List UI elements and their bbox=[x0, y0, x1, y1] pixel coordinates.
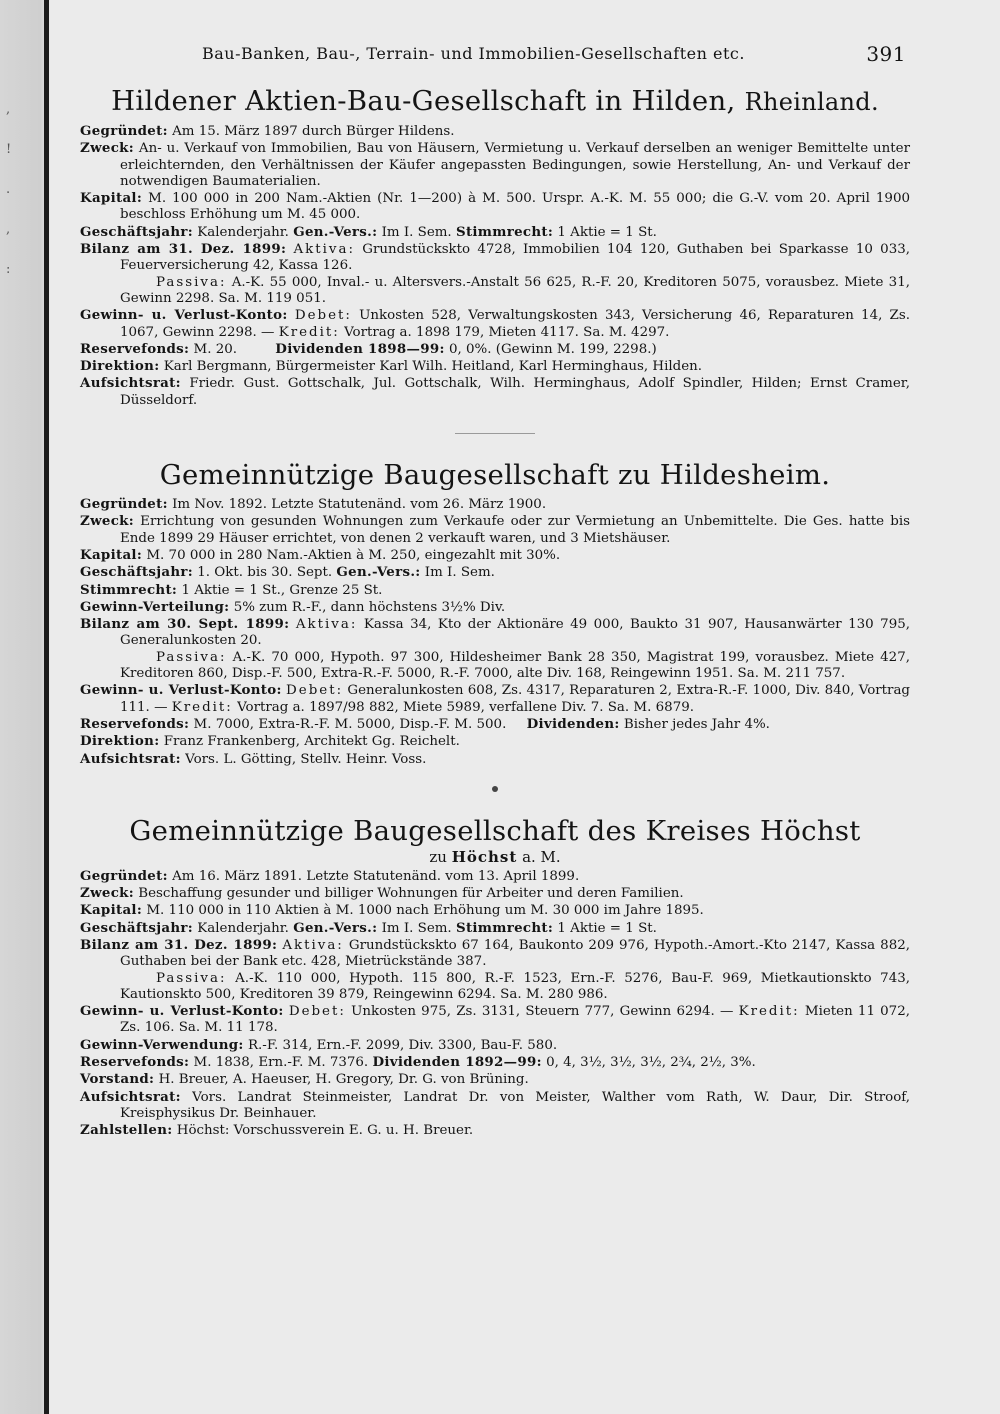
entry-label: Gewinn- u. Verlust-Konto: bbox=[80, 307, 288, 324]
entry-text: A.-K. 110 000, Hypoth. 115 800, R.-F. 1523, Ern.-F. 5276, Bau-F. 969, Mietkautionskto 743, Kautionskto 500, Kreditoren 39 879, Reingewinn 6294. Sa. M. 280 986. bbox=[120, 970, 910, 1002]
entry-label: Geschäftsjahr: bbox=[80, 564, 193, 581]
entry-label: Bilanz am 31. Dez. 1899: bbox=[80, 241, 287, 258]
entry-list bbox=[80, 496, 910, 768]
entry-text: Beschaffung gesunder und billiger Wohnungen für Arbeiter und deren Familien. bbox=[138, 886, 684, 902]
entry-zweck bbox=[80, 885, 910, 902]
entry-label: Gewinn- u. Verlust-Konto: bbox=[80, 1003, 284, 1020]
entry-sublabel: Debet: bbox=[286, 683, 344, 699]
entry-text: Kalenderjahr. bbox=[197, 224, 289, 240]
entry-text: Generalunkosten 608, Zs. 4317, Reparaturen 2, Extra-R.-F. 1000, Div. 840, Vortrag 111. — bbox=[120, 683, 911, 715]
entry-gewinn-verwendung bbox=[80, 1037, 910, 1054]
entry-gewinn-verteilung bbox=[80, 599, 910, 616]
entry-text: Vors. L. Götting, Stellv. Heinr. Voss. bbox=[185, 751, 427, 767]
entry-label: Geschäftsjahr: bbox=[80, 223, 193, 240]
entry-text: 1 Aktie = 1 St. bbox=[557, 224, 657, 240]
entry-label: Stimmrecht: bbox=[80, 581, 178, 598]
entry-text: M. 100 000 in 200 Nam.-Aktien (Nr. 1—200) à M. 500. Urspr. A.-K. M. 55 000; die G.-V. vom 20. April 1900 beschloss Erhöhung um M. 45 000. bbox=[120, 191, 910, 223]
entry-bilanz-aktiva bbox=[80, 616, 910, 650]
gutter-line bbox=[44, 0, 49, 1414]
company-section-hilden bbox=[80, 82, 910, 409]
entry-label: Reservefonds: bbox=[80, 715, 190, 732]
entry-sublabel: Debet: bbox=[288, 1004, 346, 1020]
entry-label: Gewinn-Verteilung: bbox=[80, 598, 230, 615]
entry-text: A.-K. 55 000, Inval.- u. Altersvers.-Anstalt 56 625, R.-F. 20, Kreditoren 5075, vorausbez. Miete 31, Gewinn 2298. Sa. M. 119 051. bbox=[120, 274, 910, 306]
entry-text: M. 70 000 in 280 Nam.-Aktien à M. 250, eingezahlt mit 30%. bbox=[146, 547, 561, 563]
entry-label: Gen.-Vers.: bbox=[293, 919, 378, 936]
entry-text: Vortrag a. 1898 179, Mieten 4117. Sa. M. 4297. bbox=[344, 324, 670, 340]
entry-sublabel: Kredit: bbox=[738, 1004, 800, 1020]
page bbox=[80, 40, 910, 1140]
entry-label: Stimmrecht: bbox=[455, 919, 554, 936]
entry-bilanz-passiva bbox=[80, 275, 910, 308]
subtitle-place: Höchst bbox=[451, 847, 518, 866]
entry-label: Reservefonds: bbox=[80, 340, 190, 357]
entry-text: 1. Okt. bis 30. Sept. bbox=[197, 565, 333, 581]
entry-text: Franz Frankenberg, Architekt Gg. Reichelt. bbox=[163, 734, 460, 750]
entry-label: Dividenden: bbox=[526, 715, 620, 732]
entry-reservefonds bbox=[80, 1054, 910, 1071]
section-divider bbox=[492, 786, 498, 792]
company-location: Rheinland. bbox=[744, 88, 879, 116]
entry-text: Karl Bergmann, Bürgermeister Karl Wilh. Heitland, Karl Herminghaus, Hilden. bbox=[163, 359, 703, 375]
entry-text: Höchst: Vorschussverein E. G. u. H. Breuer. bbox=[176, 1123, 474, 1139]
entry-text: Kalenderjahr. bbox=[197, 920, 289, 936]
entry-label: Zweck: bbox=[80, 513, 134, 530]
entry-text: Im I. Sem. bbox=[381, 224, 452, 240]
entry-sublabel: Aktiva: bbox=[282, 937, 344, 953]
entry-text: 5% zum R.-F., dann höchstens 3½% Div. bbox=[233, 599, 506, 615]
entry-sublabel: Kredit: bbox=[278, 324, 340, 340]
page-number: 391 bbox=[866, 42, 906, 66]
entry-label: Geschäftsjahr: bbox=[80, 919, 193, 936]
entry-label: Gegründet: bbox=[80, 496, 168, 513]
entry-label: Zweck: bbox=[80, 885, 134, 902]
company-section-hoechst bbox=[80, 812, 910, 1140]
entry-bilanz-aktiva bbox=[80, 937, 910, 971]
company-section-hildesheim bbox=[80, 456, 910, 768]
entry-kapital bbox=[80, 547, 910, 564]
company-title: Gemeinnützige Baugesellschaft zu Hildesheim. bbox=[159, 459, 831, 492]
entry-bilanz-passiva bbox=[80, 650, 910, 683]
entry-text: A.-K. 70 000, Hypoth. 97 300, Hildesheimer Bank 28 350, Magistrat 199, vorausbez. Miete 427, Kreditoren 860, Disp.-F. 500, Extra-R.-F. 5000, R.-F. 7000, alte Div. 168, Reingewinn 1951. Sa. M. 211 757. bbox=[120, 649, 910, 682]
entry-text: Im Nov. 1892. Letzte Statutenänd. vom 26. März 1900. bbox=[172, 497, 547, 513]
subtitle-text: a. M. bbox=[522, 847, 561, 866]
entry-bilanz-passiva bbox=[80, 971, 910, 1004]
entry-label: Dividenden 1892—99: bbox=[372, 1054, 542, 1071]
entry-direktion bbox=[80, 358, 910, 375]
entry-text: 0, 4, 3½, 3½, 3½, 2¾, 2½, 3%. bbox=[546, 1055, 756, 1071]
entry-zweck bbox=[80, 513, 910, 547]
entry-gegruendet bbox=[80, 868, 910, 885]
entry-text: Am 15. März 1897 durch Bürger Hildens. bbox=[172, 124, 455, 139]
entry-text: M. 7000, Extra-R.-F. M. 5000, Disp.-F. M. 500. bbox=[193, 716, 507, 732]
entry-sublabel: Aktiva: bbox=[295, 617, 358, 633]
entry-label: Zahlstellen: bbox=[80, 1122, 173, 1139]
entry-label: Kapital: bbox=[80, 190, 143, 207]
entry-label: Reservefonds: bbox=[80, 1054, 190, 1071]
entry-aufsichtsrat bbox=[80, 751, 910, 768]
entry-gegruendet bbox=[80, 496, 910, 513]
entry-text: Im I. Sem. bbox=[424, 565, 495, 581]
entry-label: Gegründet: bbox=[80, 867, 168, 884]
entry-text: H. Breuer, A. Haeuser, H. Gregory, Dr. G. von Brüning. bbox=[158, 1072, 529, 1088]
entry-label: Bilanz am 30. Sept. 1899: bbox=[80, 616, 290, 633]
entry-text: Am 16. März 1891. Letzte Statutenänd. vom 13. April 1899. bbox=[172, 868, 580, 884]
entry-zweck bbox=[80, 140, 910, 190]
entry-kapital bbox=[80, 902, 910, 919]
entry-sublabel: Passiva: bbox=[156, 274, 227, 290]
running-head bbox=[80, 40, 910, 70]
entry-label: Gegründet: bbox=[80, 123, 168, 139]
entry-reservefonds bbox=[80, 341, 910, 358]
entry-text: Friedr. Gust. Gottschalk, Jul. Gottschalk, Wilh. Herminghaus, Adolf Spindler, Hilden; Ernst Cramer, Düsseldorf. bbox=[120, 376, 910, 408]
entry-reservefonds bbox=[80, 716, 910, 733]
entry-label: Aufsichtsrat: bbox=[80, 1088, 181, 1105]
edge-mark: ! bbox=[6, 142, 12, 157]
entry-text: Bisher jedes Jahr 4%. bbox=[623, 716, 770, 732]
running-title: Bau-Banken, Bau-, Terrain- und Immobilien-Gesellschaften etc. bbox=[202, 44, 745, 63]
entry-text: Kassa 34, Kto der Aktionäre 49 000, Baukto 31 907, Hausanwärter 130 795, Generalunkosten 20. bbox=[120, 617, 910, 649]
entry-label: Kapital: bbox=[80, 546, 143, 563]
entry-label: Aufsichtsrat: bbox=[80, 750, 181, 767]
entry-text: Grundstückskto 4728, Immobilien 104 120, Guthaben bei Sparkasse 10 033, Feuerversicherung 42, Kassa 126. bbox=[120, 242, 910, 274]
entry-text: Grundstückskto 67 164, Baukonto 209 976, Hypoth.-Amort.-Kto 2147, Kassa 882, Guthaben bei der Bank etc. 428, Mietrückstände 387. bbox=[120, 937, 910, 970]
entry-label: Kapital: bbox=[80, 902, 143, 919]
company-title: Gemeinnützige Baugesellschaft des Kreises Höchst bbox=[129, 814, 861, 847]
edge-mark: : bbox=[6, 262, 11, 277]
entry-text: Mieten 11 072, Zs. 106. Sa. M. 11 178. bbox=[120, 1004, 910, 1036]
entry-label: Gewinn-Verwendung: bbox=[80, 1036, 244, 1053]
entry-aufsichtsrat bbox=[80, 1089, 910, 1123]
entry-text: M. 1838, Ern.-F. M. 7376. bbox=[193, 1055, 369, 1071]
entry-aufsichtsrat bbox=[80, 375, 910, 409]
edge-mark: . bbox=[6, 182, 11, 197]
entry-text: 0, 0%. (Gewinn M. 199, 2298.) bbox=[448, 341, 657, 357]
entry-sublabel: Passiva: bbox=[156, 649, 227, 665]
company-title bbox=[80, 82, 910, 121]
entry-text: An- u. Verkauf von Immobilien, Bau von Häusern, Vermietung u. Verkauf derselben an weniger Bemittelte unter erleichternden, den Verhältnissen der Käufer angepassten Bedingungen, sowie Herstellung, An- und Verkauf der notwendigen Baumaterialien. bbox=[120, 141, 910, 189]
entry-text: Vortrag a. 1897/98 882, Miete 5989, verfallene Div. 7. Sa. M. 6879. bbox=[237, 699, 694, 715]
edge-mark: , bbox=[6, 102, 11, 117]
entry-text: Errichtung von gesunden Wohnungen zum Verkaufe oder zur Vermietung an Unbemittelte. Die Ges. hatte bis Ende 1899 29 Häuser errichtet, von denen 2 verkauft waren, und 3 Mietshäuser. bbox=[120, 514, 910, 546]
entry-bilanz-aktiva bbox=[80, 241, 910, 275]
entry-label: Dividenden 1898—99: bbox=[275, 340, 445, 357]
entry-text: 1 Aktie = 1 St., Grenze 25 St. bbox=[181, 582, 383, 598]
entry-label: Zweck: bbox=[80, 140, 134, 157]
margin-edge-marks bbox=[6, 90, 11, 290]
entry-zahlstellen bbox=[80, 1122, 910, 1139]
entry-label: Direktion: bbox=[80, 733, 160, 750]
entry-text: Im I. Sem. bbox=[381, 920, 452, 936]
entry-label: Gen.-Vers.: bbox=[293, 223, 378, 240]
entry-label: Gewinn- u. Verlust-Konto: bbox=[80, 682, 282, 699]
entry-label: Gen.-Vers.: bbox=[336, 564, 421, 581]
entry-geschaeftsjahr bbox=[80, 564, 910, 581]
entry-sublabel: Aktiva: bbox=[293, 242, 355, 258]
entry-label: Bilanz am 31. Dez. 1899: bbox=[80, 936, 278, 953]
entry-guv bbox=[80, 682, 910, 716]
entry-sublabel: Kredit: bbox=[171, 699, 233, 715]
company-name: Hildener Aktien-Bau-Gesellschaft in Hilden, bbox=[111, 85, 736, 117]
entry-label: Direktion: bbox=[80, 358, 160, 375]
entry-geschaeftsjahr bbox=[80, 920, 910, 937]
entry-sublabel: Passiva: bbox=[156, 970, 227, 986]
section-divider bbox=[455, 433, 535, 434]
entry-text: M. 110 000 in 110 Aktien à M. 1000 nach Erhöhung um M. 30 000 im Jahre 1895. bbox=[146, 903, 704, 919]
entry-gegruendet bbox=[80, 123, 910, 140]
entry-list bbox=[80, 868, 910, 1140]
entry-label: Vorstand: bbox=[80, 1071, 155, 1088]
entry-vorstand bbox=[80, 1071, 910, 1088]
entry-text: R.-F. 314, Ern.-F. 2099, Div. 3300, Bau-F. 580. bbox=[247, 1037, 558, 1053]
entry-text: 1 Aktie = 1 St. bbox=[557, 920, 657, 936]
subtitle-text: zu bbox=[429, 847, 447, 866]
edge-mark: , bbox=[6, 222, 11, 237]
company-subtitle bbox=[80, 848, 910, 866]
entry-label: Aufsichtsrat: bbox=[80, 375, 181, 392]
entry-text: M. 20. bbox=[193, 341, 238, 357]
entry-stimmrecht bbox=[80, 582, 910, 599]
entry-sublabel: Debet: bbox=[294, 308, 352, 324]
entry-text: Unkosten 975, Zs. 3131, Steuern 777, Gewinn 6294. — bbox=[351, 1004, 734, 1020]
entry-guv bbox=[80, 1003, 910, 1037]
entry-direktion bbox=[80, 733, 910, 750]
entry-guv bbox=[80, 307, 910, 341]
entry-list bbox=[80, 123, 910, 409]
entry-geschaeftsjahr bbox=[80, 224, 910, 241]
entry-text: Vors. Landrat Steinmeister, Landrat Dr. von Meister, Walther vom Rath, W. Daur, Dir. Stroof, Kreisphysikus Dr. Beinhauer. bbox=[120, 1089, 910, 1121]
entry-label: Stimmrecht: bbox=[455, 223, 554, 240]
entry-kapital bbox=[80, 190, 910, 224]
entry-text: Unkosten 528, Verwaltungskosten 343, Versicherung 46, Reparaturen 14, Zs. 1067, Gewinn 2298. — bbox=[120, 308, 910, 340]
